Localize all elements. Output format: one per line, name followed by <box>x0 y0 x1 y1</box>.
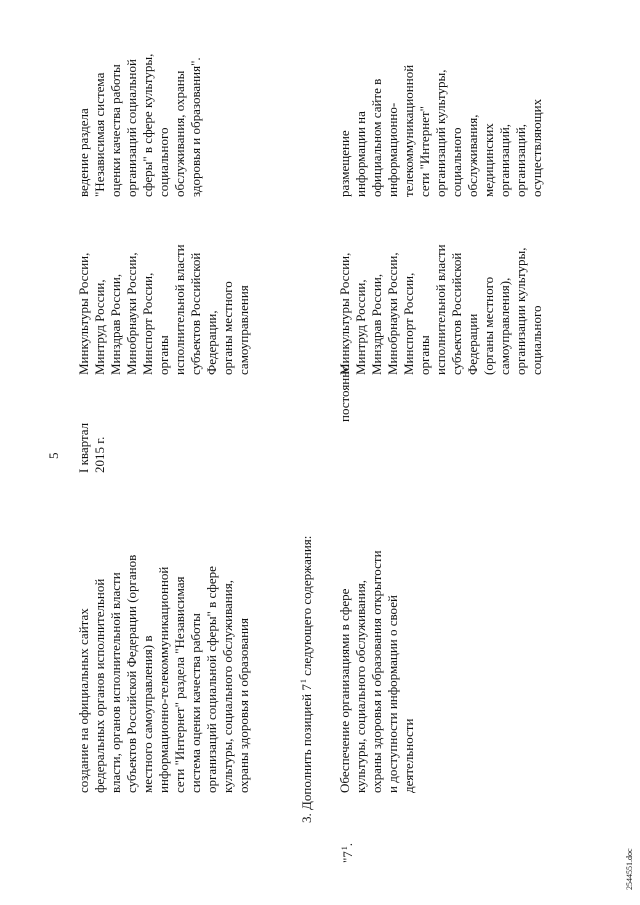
text-line: Федерации <box>465 313 480 375</box>
text-line: исполнительной власти <box>433 244 448 375</box>
text-line: организации культуры, <box>513 247 528 375</box>
text-line: Минспорт России, <box>140 272 155 375</box>
prev-row-measure <box>76 555 252 793</box>
text-line: субъектов Российской <box>188 252 203 375</box>
text-line: "Независимая система <box>92 72 107 197</box>
text-line: субъектов Российской Федерации (органов <box>124 554 139 793</box>
prev-row-result <box>76 54 204 197</box>
text-line: информационно- <box>385 102 400 197</box>
row-number-prefix: "7 <box>340 851 355 863</box>
text-line: создание на официальных сайтах <box>76 608 91 793</box>
prev-row-executors <box>76 244 252 375</box>
text-line: федеральных органов исполнительной <box>92 578 107 793</box>
footer-code: 2544551.doc <box>625 848 634 890</box>
row-number <box>337 843 356 863</box>
text-line: организаций, <box>513 123 528 197</box>
new-row-executors <box>337 244 545 375</box>
text-line: местного самоуправления) в <box>140 635 155 793</box>
text-line: Федерации, <box>204 310 219 375</box>
text-line: оценки качества работы <box>108 64 123 197</box>
text-line: организаций культуры, <box>433 69 448 197</box>
text-line: информации на <box>353 111 368 197</box>
text-line: власти, органов исполнительной власти <box>108 572 123 793</box>
new-row-deadline: постоянно <box>337 364 352 422</box>
instruction-suffix: следующего содержания: <box>299 535 314 680</box>
text-line: организаций, <box>497 123 512 197</box>
text-line: здоровья и образования". <box>188 57 203 197</box>
text-line: культуры, социального обслуживания, <box>220 580 235 793</box>
text-line: Минздрав России, <box>369 273 384 375</box>
text-line: Минздрав России, <box>108 273 123 375</box>
new-row-measure <box>337 550 417 793</box>
text-line: медицинских <box>481 123 496 197</box>
text-line: охраны здоровья и образования <box>236 618 251 793</box>
text-line: социального <box>449 127 464 197</box>
text-line: Минтруд России, <box>353 279 368 375</box>
text-line: Обеспечение организациями в сфере <box>337 588 352 793</box>
text-line: деятельности <box>401 718 416 793</box>
prev-row-deadline <box>76 423 108 473</box>
text-line: социального <box>156 127 171 197</box>
text-line: субъектов Российской <box>449 252 464 375</box>
text-line: официальном сайте в <box>369 78 384 197</box>
text-line: органы <box>156 335 171 375</box>
new-row-result <box>337 65 545 197</box>
text-line: организаций социальной <box>124 59 139 197</box>
text-line: Минкультуры России, <box>337 252 352 375</box>
text-line: информационно-телекоммуникационной <box>156 566 171 793</box>
text-line: Минобрнауки России, <box>385 252 400 375</box>
text-line: сферы" в сфере культуры, <box>140 53 155 197</box>
text-line: культуры, социального обслуживания, <box>353 580 368 793</box>
text-line: самоуправления <box>236 285 251 375</box>
instruction-superscript: 1 <box>299 679 308 684</box>
text-line: I квартал <box>76 422 91 473</box>
text-line: размещение <box>337 130 352 197</box>
text-line: социального <box>529 305 544 375</box>
text-line: и доступности информации о своей <box>385 595 400 793</box>
text-line: Минобрнауки России, <box>124 252 139 375</box>
text-line: Минспорт России, <box>401 272 416 375</box>
page-number: 5 <box>46 452 61 459</box>
text-line: осуществляющих <box>529 98 544 197</box>
text-line: ведение раздела <box>76 108 91 197</box>
row-number-superscript: 1 <box>340 846 349 851</box>
text-line: органы местного <box>220 281 235 375</box>
text-line: Минтруд России, <box>92 279 107 375</box>
text-line: Минкультуры России, <box>76 252 91 375</box>
text-line: организаций социальной сферы" в сфере <box>204 566 219 793</box>
text-line: исполнительной власти <box>172 244 187 375</box>
text-line: сети "Интернет" раздела "Независимая <box>172 576 187 793</box>
instruction-prefix: 3. Дополнить позицией 7 <box>299 684 314 823</box>
text-line: сети "Интернет" <box>417 106 432 197</box>
instruction-text <box>296 536 315 823</box>
row-number-suffix: . <box>340 842 355 847</box>
text-line: 2015 г. <box>92 436 107 473</box>
text-line: обслуживания, <box>465 114 480 197</box>
text-line: обслуживания, охраны <box>172 70 187 197</box>
text-line: самоуправления), <box>497 277 512 375</box>
text-line: телекоммуникационной <box>401 64 416 197</box>
text-line: система оценки качества работы <box>188 613 203 793</box>
text-line: органы <box>417 335 432 375</box>
text-line: (органы местного <box>481 276 496 375</box>
text-line: охраны здоровья и образования открытости <box>369 550 384 793</box>
